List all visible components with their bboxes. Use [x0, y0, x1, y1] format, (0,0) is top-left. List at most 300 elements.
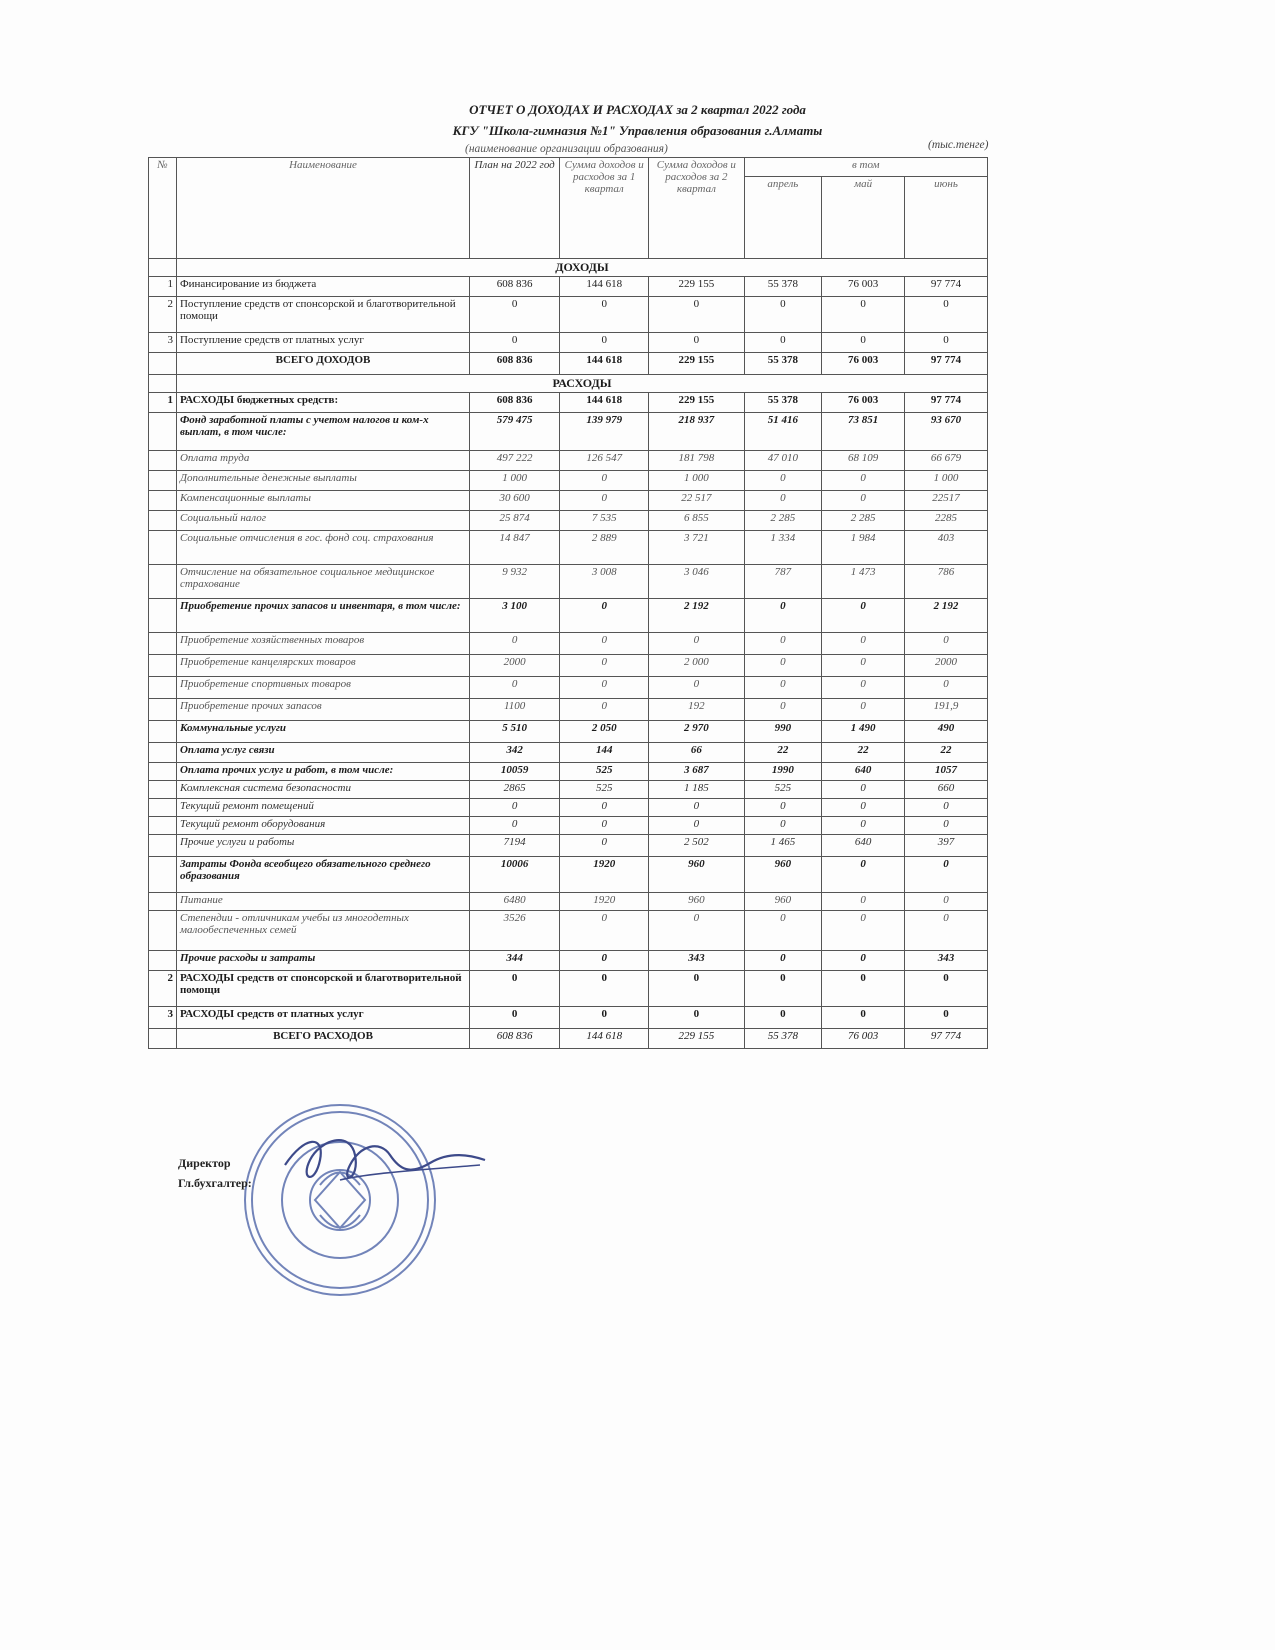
cell-no [149, 817, 177, 835]
cell-q1: 0 [560, 699, 649, 721]
col-name: Наименование [176, 158, 469, 259]
cell-apr: 55 378 [744, 353, 822, 375]
cell-q2: 0 [649, 333, 744, 353]
cell-q1: 3 008 [560, 565, 649, 599]
cell-jun: 660 [905, 781, 988, 799]
cell-plan: 2865 [470, 781, 560, 799]
cell-may: 0 [822, 297, 905, 333]
cell-plan: 25 874 [470, 511, 560, 531]
table-row [149, 599, 988, 633]
table-row [149, 857, 988, 893]
cell-no [149, 911, 177, 951]
cell-plan: 2000 [470, 655, 560, 677]
table-row [149, 277, 988, 297]
cell-q2: 229 155 [649, 353, 744, 375]
cell-q1: 525 [560, 781, 649, 799]
cell-apr: 960 [744, 857, 822, 893]
cell-apr: 0 [744, 799, 822, 817]
cell-plan: 608 836 [470, 277, 560, 297]
cell-may: 76 003 [822, 393, 905, 413]
cell-may: 1 984 [822, 531, 905, 565]
cell-plan: 608 836 [470, 353, 560, 375]
cell-no [149, 951, 177, 971]
cell-plan: 0 [470, 297, 560, 333]
cell-no [149, 511, 177, 531]
table-row [149, 743, 988, 763]
cell-jun: 0 [905, 799, 988, 817]
cell-jun: 2000 [905, 655, 988, 677]
cell-apr: 55 378 [744, 393, 822, 413]
table-header-row [149, 158, 988, 177]
cell-plan: 608 836 [470, 393, 560, 413]
cell-q1: 0 [560, 677, 649, 699]
table-row [149, 893, 988, 911]
cell-may: 76 003 [822, 277, 905, 297]
cell-apr: 0 [744, 817, 822, 835]
table-row [149, 699, 988, 721]
cell-no [149, 565, 177, 599]
cell-apr: 787 [744, 565, 822, 599]
cell-q1: 0 [560, 491, 649, 511]
cell-q2: 1 000 [649, 471, 744, 491]
cell-jun: 22517 [905, 491, 988, 511]
cell-jun: 0 [905, 817, 988, 835]
cell-jun: 93 670 [905, 413, 988, 451]
cell-no [149, 743, 177, 763]
cell-jun: 2285 [905, 511, 988, 531]
cell-may: 0 [822, 971, 905, 1007]
cell-jun: 0 [905, 857, 988, 893]
table-row [149, 951, 988, 971]
cell-plan: 0 [470, 817, 560, 835]
cell-apr: 0 [744, 633, 822, 655]
cell-q2: 960 [649, 893, 744, 911]
cell-q1: 0 [560, 471, 649, 491]
cell-q2: 2 192 [649, 599, 744, 633]
table-row [149, 1007, 988, 1029]
cell-name: Комплексная система безопасности [176, 781, 469, 799]
table-row [149, 297, 988, 333]
cell-q1: 139 979 [560, 413, 649, 451]
cell-q2: 0 [649, 633, 744, 655]
cell-jun: 2 192 [905, 599, 988, 633]
cell-name: РАСХОДЫ бюджетных средств: [176, 393, 469, 413]
cell-plan: 579 475 [470, 413, 560, 451]
signatures-block [178, 1153, 252, 1193]
cell-jun: 490 [905, 721, 988, 743]
cell-may: 640 [822, 835, 905, 857]
cell-may: 640 [822, 763, 905, 781]
cell-name: ВСЕГО ДОХОДОВ [176, 353, 469, 375]
cell-apr: 0 [744, 599, 822, 633]
cell-apr: 51 416 [744, 413, 822, 451]
cell-q2: 0 [649, 297, 744, 333]
cell-name: Питание [176, 893, 469, 911]
cell-apr: 0 [744, 699, 822, 721]
cell-q2: 0 [649, 1007, 744, 1029]
col-may: май [822, 176, 905, 258]
cell-apr: 0 [744, 333, 822, 353]
cell-apr: 1990 [744, 763, 822, 781]
table-row [149, 799, 988, 817]
cell-no [149, 857, 177, 893]
cell-may: 0 [822, 1007, 905, 1029]
organization-caption: (наименование организации образования) [465, 143, 668, 155]
cell-name: Прочие расходы и затраты [176, 951, 469, 971]
cell-q1: 0 [560, 655, 649, 677]
organization-name: КГУ "Школа-гимназия №1" Управления образования г.Алматы [452, 123, 823, 138]
cell-name: Поступление средств от спонсорской и благотворительной помощи [176, 297, 469, 333]
cell-q2: 2 502 [649, 835, 744, 857]
cell-name: Приобретение хозяйственных товаров [176, 633, 469, 655]
cell-plan: 0 [470, 677, 560, 699]
cell-no [149, 781, 177, 799]
cell-apr: 47 010 [744, 451, 822, 471]
cell-jun: 0 [905, 297, 988, 333]
cell-apr: 55 378 [744, 277, 822, 297]
cell-q2: 2 970 [649, 721, 744, 743]
cell-q1: 1920 [560, 893, 649, 911]
cell-plan: 0 [470, 971, 560, 1007]
cell-no [149, 677, 177, 699]
cell-may: 0 [822, 911, 905, 951]
cell-jun: 0 [905, 911, 988, 951]
cell-q2: 1 185 [649, 781, 744, 799]
cell-name: Коммунальные услуги [176, 721, 469, 743]
cell-q1: 0 [560, 835, 649, 857]
cell-q1: 144 618 [560, 277, 649, 297]
cell-plan: 6480 [470, 893, 560, 911]
cell-jun: 97 774 [905, 277, 988, 297]
cell-apr: 0 [744, 971, 822, 1007]
cell-apr: 0 [744, 297, 822, 333]
cell-plan: 7194 [470, 835, 560, 857]
cell-plan: 342 [470, 743, 560, 763]
cell-name: Отчисление на обязательное социальное медицинское страхование [176, 565, 469, 599]
cell-no [149, 721, 177, 743]
cell-name: Приобретение прочих запасов [176, 699, 469, 721]
cell-q2: 66 [649, 743, 744, 763]
cell-q1: 0 [560, 817, 649, 835]
table-row [149, 393, 988, 413]
director-label: Директор [178, 1156, 231, 1170]
cell-jun: 66 679 [905, 451, 988, 471]
cell-name: Прочие услуги и работы [176, 835, 469, 857]
report-table [148, 157, 988, 1049]
cell-no [149, 491, 177, 511]
table-row [149, 565, 988, 599]
cell-may: 0 [822, 699, 905, 721]
accountant-label: Гл.бухгалтер: [178, 1176, 252, 1190]
table-row [149, 471, 988, 491]
cell-q1: 144 [560, 743, 649, 763]
cell-may: 76 003 [822, 353, 905, 375]
cell-q1: 0 [560, 911, 649, 951]
cell-name: Приобретение спортивных товаров [176, 677, 469, 699]
cell-name: Поступление средств от платных услуг [176, 333, 469, 353]
cell-no: 1 [149, 277, 177, 297]
cell-may: 1 490 [822, 721, 905, 743]
cell-q1: 2 889 [560, 531, 649, 565]
cell-apr: 990 [744, 721, 822, 743]
cell-q2: 3 687 [649, 763, 744, 781]
cell-plan: 344 [470, 951, 560, 971]
cell-name: Оплата прочих услуг и работ, в том числе: [176, 763, 469, 781]
cell-may: 0 [822, 781, 905, 799]
cell-plan: 30 600 [470, 491, 560, 511]
cell-apr: 0 [744, 911, 822, 951]
table-row [149, 763, 988, 781]
cell-q1: 525 [560, 763, 649, 781]
section-income-label: ДОХОДЫ [176, 259, 987, 277]
cell-jun: 786 [905, 565, 988, 599]
cell-apr: 0 [744, 491, 822, 511]
cell-no [149, 893, 177, 911]
income-total-row [149, 353, 988, 375]
cell-q1: 0 [560, 297, 649, 333]
cell-q1: 7 535 [560, 511, 649, 531]
cell-name: Текущий ремонт помещений [176, 799, 469, 817]
col-apr: апрель [744, 176, 822, 258]
table-row [149, 511, 988, 531]
cell-plan: 14 847 [470, 531, 560, 565]
cell-plan: 10006 [470, 857, 560, 893]
cell-no [149, 471, 177, 491]
table-row [149, 633, 988, 655]
table-row [149, 333, 988, 353]
cell-may: 68 109 [822, 451, 905, 471]
cell-may: 0 [822, 633, 905, 655]
cell-no [149, 799, 177, 817]
cell-jun: 0 [905, 333, 988, 353]
cell-q2: 3 046 [649, 565, 744, 599]
cell-no [149, 599, 177, 633]
cell-plan: 5 510 [470, 721, 560, 743]
cell-q1: 144 618 [560, 353, 649, 375]
cell-q2: 218 937 [649, 413, 744, 451]
cell-name: Фонд заработной платы с учетом налогов и ком-х выплат, в том числе: [176, 413, 469, 451]
cell-may: 73 851 [822, 413, 905, 451]
cell-apr: 0 [744, 471, 822, 491]
cell-q2: 22 517 [649, 491, 744, 511]
cell-no: 3 [149, 333, 177, 353]
cell-q2: 229 155 [649, 277, 744, 297]
cell-apr: 1 334 [744, 531, 822, 565]
cell-jun: 0 [905, 971, 988, 1007]
cell-may: 0 [822, 677, 905, 699]
cell-q1: 0 [560, 1007, 649, 1029]
signature-mark [280, 1125, 490, 1195]
cell-apr: 2 285 [744, 511, 822, 531]
col-q1: Сумма доходов и расходов за 1 квартал [560, 158, 649, 259]
cell-may: 0 [822, 655, 905, 677]
cell-no [149, 763, 177, 781]
cell-jun: 0 [905, 677, 988, 699]
cell-apr: 0 [744, 1007, 822, 1029]
cell-jun: 0 [905, 1007, 988, 1029]
cell-apr: 0 [744, 951, 822, 971]
table-row [149, 677, 988, 699]
cell-jun: 97 774 [905, 393, 988, 413]
cell-jun: 1057 [905, 763, 988, 781]
cell-may: 0 [822, 857, 905, 893]
cell-jun: 22 [905, 743, 988, 763]
cell-may: 0 [822, 893, 905, 911]
cell-plan: 0 [470, 633, 560, 655]
cell-q1: 126 547 [560, 451, 649, 471]
cell-q2: 343 [649, 951, 744, 971]
cell-name: ВСЕГО РАСХОДОВ [176, 1029, 469, 1049]
cell-apr: 0 [744, 655, 822, 677]
cell-name: Финансирование из бюджета [176, 277, 469, 297]
cell-q2: 6 855 [649, 511, 744, 531]
section-expenses-label: РАСХОДЫ [176, 375, 987, 393]
expense-total-row [149, 1029, 988, 1049]
cell-plan: 608 836 [470, 1029, 560, 1049]
cell-jun: 0 [905, 893, 988, 911]
col-q2: Сумма доходов и расходов за 2 квартал [649, 158, 744, 259]
cell-name: Приобретение прочих запасов и инвентаря, в том числе: [176, 599, 469, 633]
cell-may: 1 473 [822, 565, 905, 599]
cell-no [149, 413, 177, 451]
cell-jun: 97 774 [905, 353, 988, 375]
cell-jun: 97 774 [905, 1029, 988, 1049]
table-row [149, 655, 988, 677]
cell-plan: 3 100 [470, 599, 560, 633]
cell-q2: 0 [649, 911, 744, 951]
col-no: № [149, 158, 177, 259]
cell-name: Социальный налог [176, 511, 469, 531]
cell-q2: 229 155 [649, 393, 744, 413]
cell-q2: 192 [649, 699, 744, 721]
table-row [149, 781, 988, 799]
cell-q1: 0 [560, 799, 649, 817]
cell-q1: 2 050 [560, 721, 649, 743]
cell-no: 2 [149, 297, 177, 333]
col-in-that: в том [744, 158, 987, 177]
cell-may: 0 [822, 817, 905, 835]
cell-no: 1 [149, 393, 177, 413]
cell-no: 2 [149, 971, 177, 1007]
cell-plan: 3526 [470, 911, 560, 951]
cell-q1: 0 [560, 951, 649, 971]
cell-q1: 1920 [560, 857, 649, 893]
cell-name: РАСХОДЫ средств от спонсорской и благотворительной помощи [176, 971, 469, 1007]
cell-name: Степендии - отличникам учебы из многодетных малообеспеченных семей [176, 911, 469, 951]
cell-name: Оплата услуг связи [176, 743, 469, 763]
cell-q2: 960 [649, 857, 744, 893]
cell-plan: 9 932 [470, 565, 560, 599]
cell-q2: 181 798 [649, 451, 744, 471]
cell-no [149, 699, 177, 721]
cell-may: 0 [822, 599, 905, 633]
cell-q2: 0 [649, 971, 744, 1007]
cell-jun: 343 [905, 951, 988, 971]
cell-no [149, 531, 177, 565]
cell-plan: 0 [470, 799, 560, 817]
cell-apr: 0 [744, 677, 822, 699]
table-row [149, 451, 988, 471]
cell-may: 2 285 [822, 511, 905, 531]
col-plan: План на 2022 год [470, 158, 560, 259]
cell-may: 0 [822, 491, 905, 511]
cell-name: Социальные отчисления в гос. фонд соц. страхования [176, 531, 469, 565]
cell-jun: 397 [905, 835, 988, 857]
cell-name: Затраты Фонда всеобщего обязательного среднего образования [176, 857, 469, 893]
cell-q2: 229 155 [649, 1029, 744, 1049]
cell-no [149, 451, 177, 471]
cell-name: Компенсационные выплаты [176, 491, 469, 511]
cell-q2: 0 [649, 817, 744, 835]
report-title: ОТЧЕТ О ДОХОДАХ И РАСХОДАХ за 2 квартал 2022 года [469, 102, 806, 117]
cell-q1: 144 618 [560, 393, 649, 413]
cell-no [149, 655, 177, 677]
units-label: (тыс.тенге) [928, 139, 989, 151]
cell-no: 3 [149, 1007, 177, 1029]
cell-name: Оплата труда [176, 451, 469, 471]
cell-may: 22 [822, 743, 905, 763]
table-row [149, 491, 988, 511]
cell-plan: 497 222 [470, 451, 560, 471]
cell-q1: 144 618 [560, 1029, 649, 1049]
cell-q1: 0 [560, 599, 649, 633]
cell-no [149, 633, 177, 655]
cell-apr: 960 [744, 893, 822, 911]
cell-may: 76 003 [822, 1029, 905, 1049]
cell-may: 0 [822, 799, 905, 817]
cell-q2: 3 721 [649, 531, 744, 565]
cell-jun: 403 [905, 531, 988, 565]
cell-plan: 1 000 [470, 471, 560, 491]
cell-apr: 22 [744, 743, 822, 763]
cell-apr: 525 [744, 781, 822, 799]
cell-q1: 0 [560, 333, 649, 353]
table-row [149, 835, 988, 857]
cell-plan: 0 [470, 1007, 560, 1029]
table-row [149, 971, 988, 1007]
cell-no [149, 835, 177, 857]
table-row [149, 817, 988, 835]
cell-q1: 0 [560, 971, 649, 1007]
cell-may: 0 [822, 333, 905, 353]
cell-plan: 10059 [470, 763, 560, 781]
cell-plan: 0 [470, 333, 560, 353]
expense-rows [149, 393, 988, 1029]
table-row [149, 531, 988, 565]
section-income [149, 259, 988, 277]
cell-may: 0 [822, 471, 905, 491]
col-jun: июнь [905, 176, 988, 258]
cell-apr: 55 378 [744, 1029, 822, 1049]
cell-q2: 0 [649, 799, 744, 817]
table-row [149, 721, 988, 743]
cell-jun: 191,9 [905, 699, 988, 721]
cell-name: Приобретение канцелярских товаров [176, 655, 469, 677]
cell-plan: 1100 [470, 699, 560, 721]
cell-name: Дополнительные денежные выплаты [176, 471, 469, 491]
section-expenses [149, 375, 988, 393]
cell-q1: 0 [560, 633, 649, 655]
cell-q2: 0 [649, 677, 744, 699]
cell-name: РАСХОДЫ средств от платных услуг [176, 1007, 469, 1029]
cell-jun: 1 000 [905, 471, 988, 491]
cell-apr: 1 465 [744, 835, 822, 857]
cell-may: 0 [822, 951, 905, 971]
cell-q2: 2 000 [649, 655, 744, 677]
cell-jun: 0 [905, 633, 988, 655]
table-row [149, 911, 988, 951]
cell-name: Текущий ремонт оборудования [176, 817, 469, 835]
